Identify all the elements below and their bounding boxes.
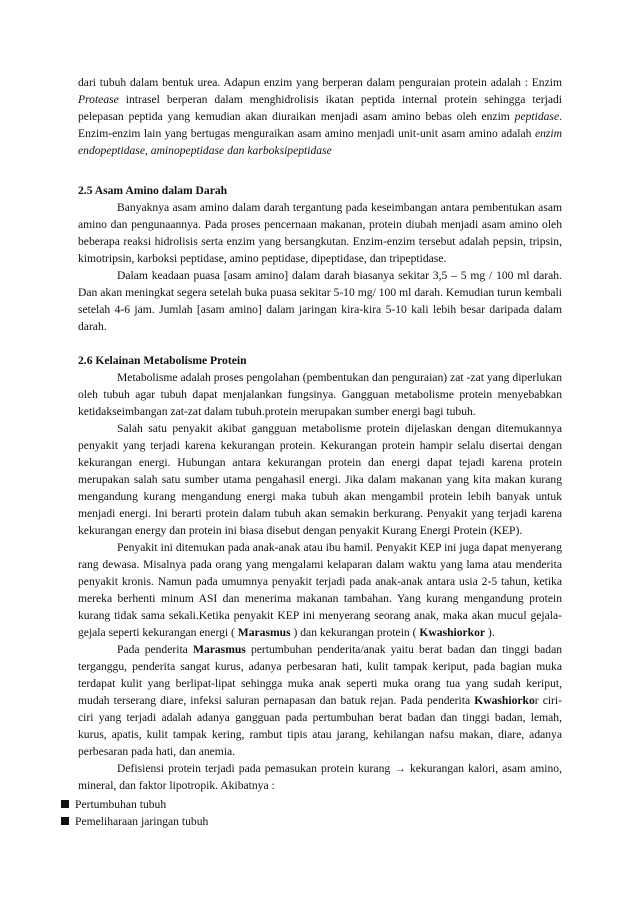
paragraph: Salah satu penyakit akibat gangguan metabolisme protein dijelaskan dengan ditemukannya penyakit yang terjadi karena kekurangan protein. Kekurangan protein hampir selalu disertai dengan kekurangan energi. Hubungan antara kekurangan protein dan energi dapat tejadi karena protein merupakan salah satu sumber utama pengahasil energi. Jika dalam makanan yang kita makan kurang mengandung kurang mengandung energi maka tubuh akan mengambil protein lebih banyak untuk menjadi energi. Ini berarti protein dalam tubuh akan semakin berkurang. Penyakit yang terjadi karena kekurangan energy dan protein ini biasa disebut dengan penyakit Kurang Energi Protein (KEP). <box>78 422 562 537</box>
square-bullet-icon <box>61 817 69 825</box>
intro-paragraph <box>78 74 562 159</box>
paragraph: Dalam keadaan puasa [asam amino] dalam darah biasanya sekitar 3,5 – 5 mg / 100 ml darah. Dan akan meningkat segera setelah buka puasa sekitar 5-10 mg/ 100 ml darah. Kemudian turun kembali setelah 4-6 jam. Jumlah [asam amino] dalam jaringan kira-kira 5-10 kali lebih besar daripada dalam darah. <box>78 269 562 333</box>
paragraph: Defisiensi protein terjadi pada pemasukan protein kurang → kekurangan kalori, asam amino, mineral, dan faktor lipotropik. Akibatnya : <box>78 762 562 792</box>
section-heading: 2.6 Kelainan Metabolisme Protein <box>78 354 247 367</box>
section-2-5 <box>78 182 562 335</box>
intro-text: dari tubuh dalam bentuk urea. Adapun enzim yang berperan dalam penguraian protein adalah : Enzim Protease intrasel berperan dalam menghidrolisis ikatan peptida internal protein sehingga terjadi pelepasan peptida yang kemudian akan diuraikan menjadi asam amino bebas oleh enzim peptidase. Enzim-enzim lain yang bertugas menguraikan asam amino menjadi unit-unit asam amino adalah enzim endopeptidase, aminopeptidase dan karboksipeptidase <box>78 76 562 157</box>
paragraph: Banyaknya asam amino dalam darah tergantung pada keseimbangan antara pembentukan asam amino dan pengunaannya. Pada proses pencernaan makanan, protein diubah menjadi asam amino oleh beberapa reaksi hidrolisis serta enzim yang bersangkutan. Enzim-enzim tersebut adalah pepsin, tripsin, kimotripsin, karboksi peptidase, amino peptidase, dipeptidase, dan tripeptidase. <box>78 201 562 265</box>
list-item: Pertumbuhan tubuh <box>61 796 166 813</box>
paragraph: Metabolisme adalah proses pengolahan (pembentukan dan penguraian) zat -zat yang diperlukan oleh tubuh agar tubuh dapat menjalankan fungsinya. Gangguan metabolisme protein menyebabkan ketidakseimbangan zat-zat dalam tubuh.protein merupakan sumber energi bagi tubuh. <box>78 371 562 418</box>
square-bullet-icon <box>61 800 69 808</box>
list-item: Pemeliharaan jaringan tubuh <box>61 813 208 830</box>
section-heading: 2.5 Asam Amino dalam Darah <box>78 184 228 197</box>
paragraph: Pada penderita Marasmus pertumbuhan penderita/anak yaitu berat badan dan tinggi badan terganggu, penderita sangat kurus, adanya perbesaran hati, kulit tampak keriput, pada bagian muka terdapat kulit yang berlipat-lipat sehingga muka anak seperti muka orang tua yang sudah keriput, mudah terserang diare, infeksi saluran pernapasan dan batuk rejan. Pada penderita Kwashiorkor ciri-ciri yang terjadi adalah adanya gangguan pada pertumbuhan berat badan dan tinggi badan, lemah, kurus, apatis, kulit tampak kering, rambut tipis atau jarang, kehilangan nafsu makan, diare, adanya perbesaran pada hati, dan anemia. <box>78 643 563 758</box>
paragraph: Penyakit ini ditemukan pada anak-anak atau ibu hamil. Penyakit KEP ini juga dapat menyerang rang dewasa. Misalnya pada orang yang mengalami kelaparan dalam waktu yang lama atau menderita penyakit kronis. Namun pada umumnya penyakit terjadi pada anak-anak antara usia 2-5 tahun, ketika mereka berhenti minum ASI dan menerima makanan tambahan. Yang kurang mengandung protein kurang tidak sama sekali.Ketika penyakit KEP ini menyerang seorang anak, maka akan mucul gejala-gejala seperti kekurangan energi ( Marasmus ) dan kekurangan protein ( Kwashiorkor ). <box>78 541 562 639</box>
section-2-6 <box>78 352 562 794</box>
